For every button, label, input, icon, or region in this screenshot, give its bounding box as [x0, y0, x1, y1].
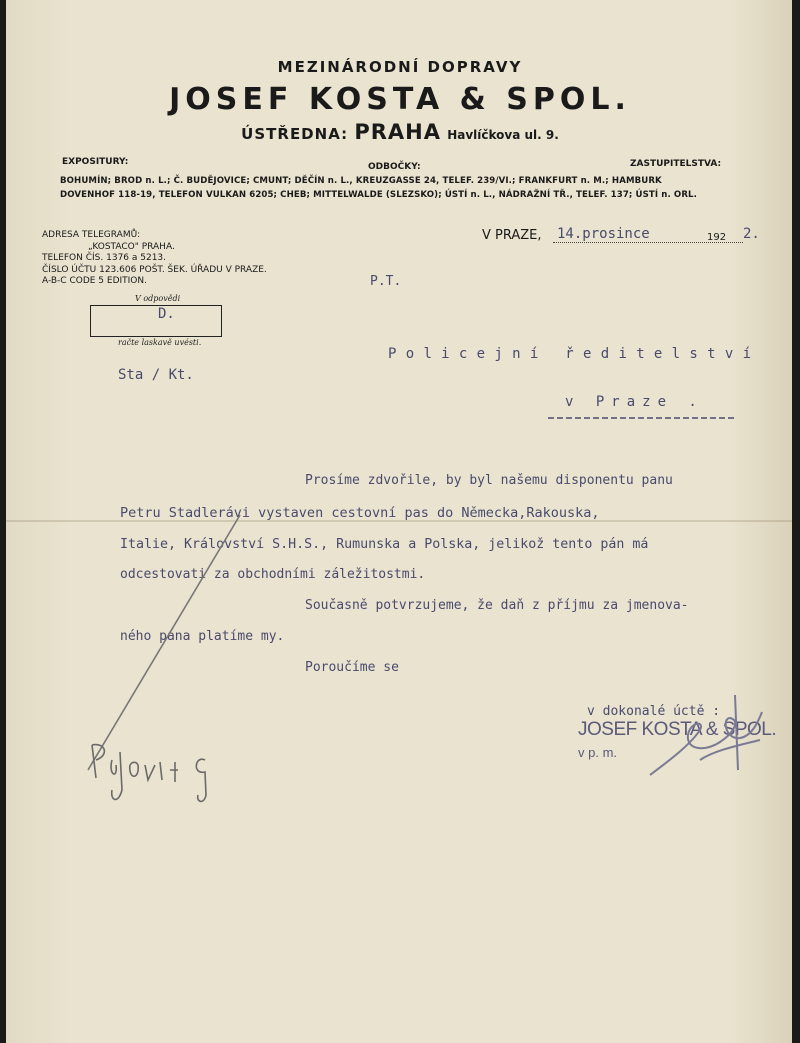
- telephone-numbers: TELEFON ČÍS. 1376 a 5213.: [42, 253, 167, 263]
- closing-vpm: v p. m.: [578, 745, 618, 760]
- body-line-7: Poroučíme se: [305, 660, 399, 675]
- pencil-diagonal-line: [88, 515, 240, 770]
- company-stamp: JOSEF KOSTA & SPOL.: [578, 719, 777, 740]
- reply-box-top-label: V odpovědi: [135, 294, 181, 303]
- reply-reference-value: D.: [158, 306, 175, 322]
- reply-box-bottom-label: račte laskavě uvésti.: [118, 338, 202, 347]
- branches-line-2: DOVENHOF 118-19, TELEFON VULKAN 6205; CHEB; MITTELWALDE (SLEZSKO); ÚSTÍ n. L., NÁDRAŽNÍ TŘ., TELEF. 137; ÚSTÍ n. ORL.: [60, 190, 697, 200]
- body-line-2: Petru Stadlerávi vystaven cestovní pas do Německa,Rakouska,: [120, 505, 600, 521]
- signature-scribble: [650, 695, 762, 775]
- zastupitelstva-label: ZASTUPITELSTVA:: [630, 159, 722, 169]
- letterhead-company-name: JOSEF KOSTA & SPOL.: [169, 82, 631, 117]
- odbocky-label: ODBOČKY:: [368, 162, 421, 172]
- recipient-line-2: v Praze .: [565, 394, 704, 410]
- body-line-3: Italie, Království S.H.S., Rumunska a Polska, jelikož tento pán má: [120, 537, 649, 552]
- date-place-label: V PRAZE,: [482, 228, 542, 243]
- telegram-label: ADRESA TELEGRAMŮ:: [42, 230, 141, 240]
- branches-line-1: BOHUMÍN; BROD n. L.; Č. BUDĚJOVICE; CMUNT; DĚČÍN n. L., KREUZGASSE 24, TELEF. 239/VI.; FRANKFURT n. M.; HAMBURK: [60, 176, 662, 186]
- hq-street: Havlíčkova ul. 9.: [447, 128, 559, 142]
- code-edition: A-B-C CODE 5 EDITION.: [42, 276, 147, 286]
- reference-code: Sta / Kt.: [118, 367, 194, 383]
- body-line-4: odcestovati za obchodními záležitostmi.: [120, 567, 426, 582]
- pencil-note: [92, 745, 206, 802]
- body-line-5: Současně potvrzujeme, že daň z příjmu za jmenova-: [305, 598, 689, 613]
- body-line-6: ného pána platíme my.: [120, 629, 285, 644]
- salutation: P.T.: [370, 274, 402, 289]
- telegram-address: „KOSTACO" PRAHA.: [88, 241, 175, 252]
- recipient-line-1: Policejní ředitelství: [388, 346, 761, 362]
- date-day-month: 14.prosince: [557, 226, 650, 242]
- letterhead-tagline: MEZINÁRODNÍ DOPRAVY: [277, 58, 523, 76]
- hq-label: ÚSTŘEDNA:: [241, 125, 349, 143]
- account-number: ČÍSLO ÚČTU 123.606 POŠT. ŠEK. ÚŘADU V PRAZE.: [42, 264, 267, 275]
- date-year-digit: 2.: [743, 226, 760, 242]
- body-line-1: Prosíme zdvořile, by byl našemu disponentu panu: [305, 473, 673, 488]
- date-year-prefix: 192: [707, 232, 727, 243]
- closing-regards: v dokonalé úctě :: [587, 704, 721, 719]
- hq-city: PRAHA: [354, 120, 441, 144]
- expositury-label: EXPOSITURY:: [62, 157, 129, 167]
